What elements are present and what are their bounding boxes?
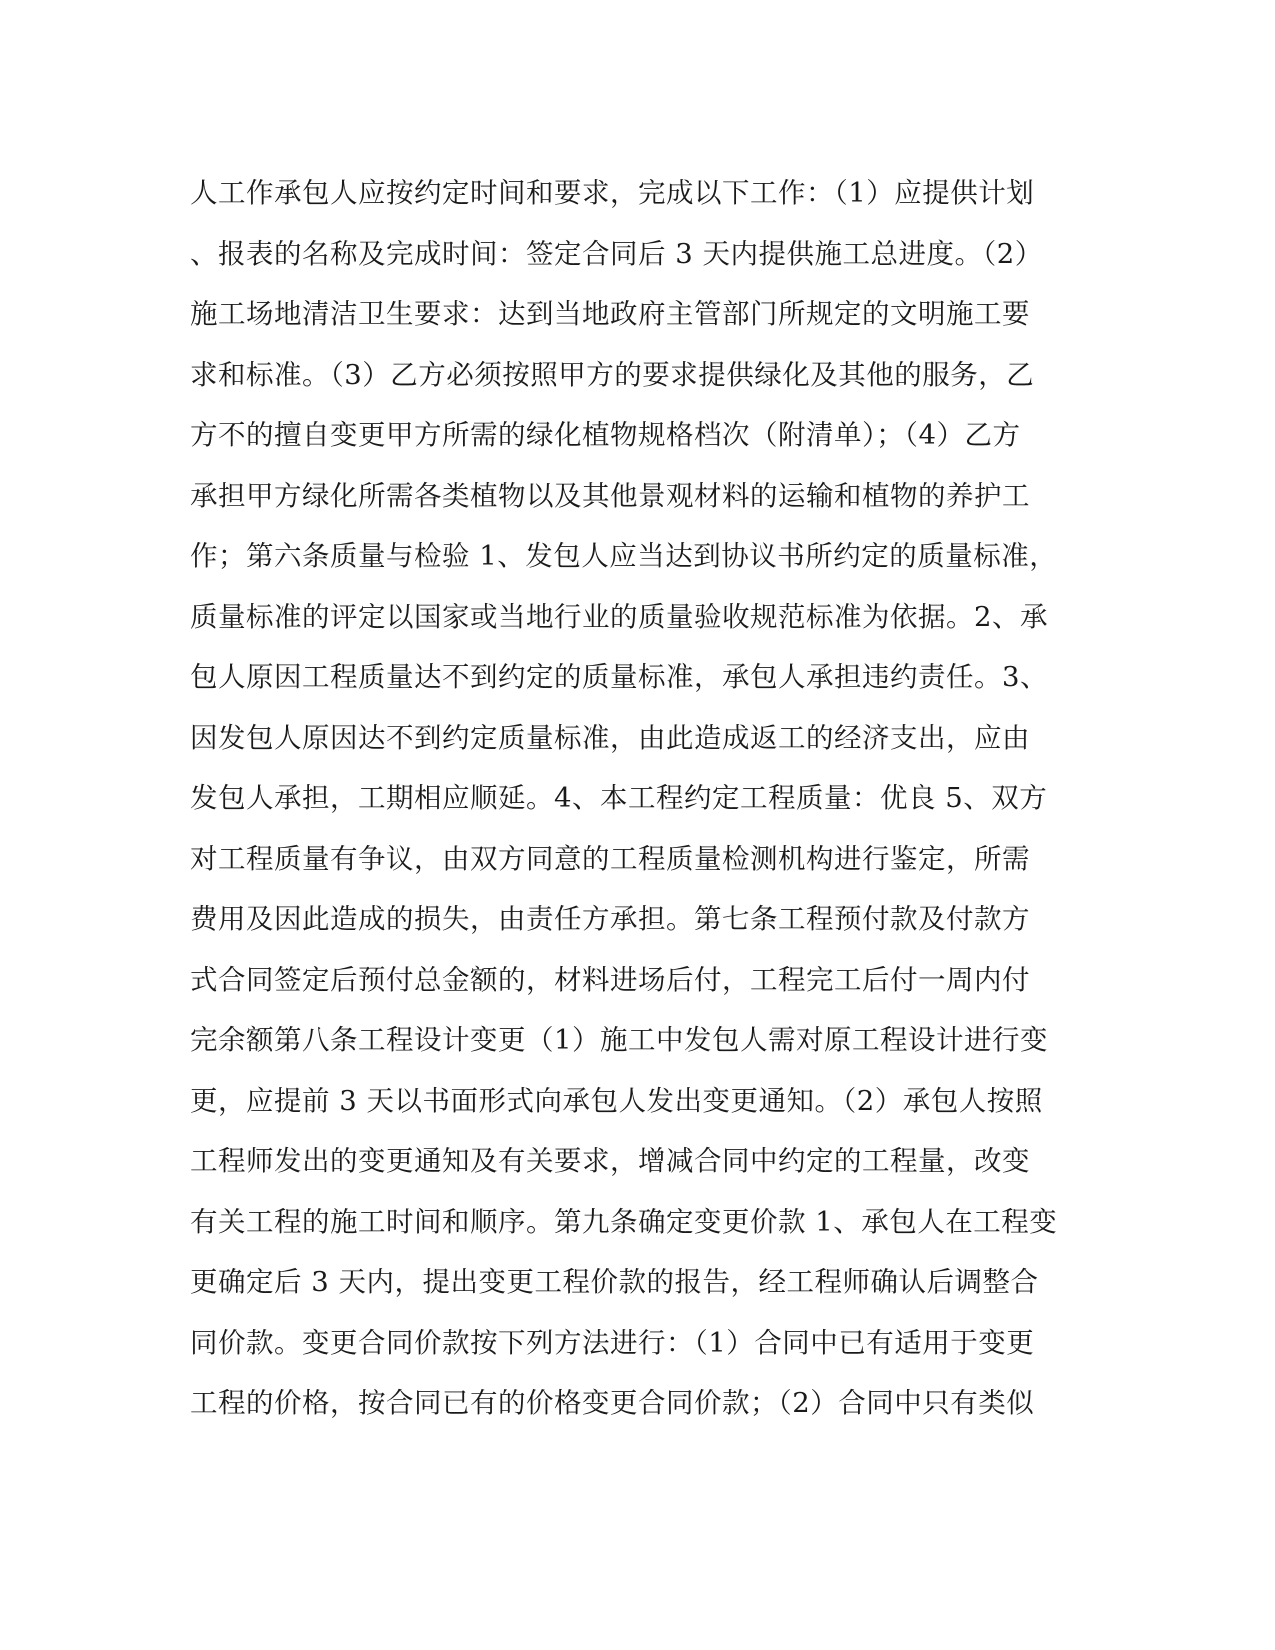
text-line-15: 完余额第八条工程设计变更（1）施工中发包人需对原工程设计进行变 <box>190 1024 1048 1056</box>
text-line-21: 工程的价格，按合同已有的价格变更合同价款；（2）合同中只有类似 <box>190 1387 1035 1419</box>
text-line-19: 更确定后 3 天内，提出变更工程价款的报告，经工程师确认后调整合 <box>190 1266 1039 1298</box>
text-line-4: 求和标准。（3）乙方必须按照甲方的要求提供绿化及其他的服务，乙 <box>190 358 1035 391</box>
text-line-10: 因发包人原因达不到约定质量标准，由此造成返工的经济支出，应由 <box>190 721 1030 754</box>
text-line-20: 同价款。变更合同价款按下列方法进行：（1）合同中已有适用于变更 <box>190 1326 1035 1359</box>
text-line-13: 费用及因此造成的损失，由责任方承担。第七条工程预付款及付款方 <box>190 903 1030 935</box>
text-line-12: 对工程质量有争议，由双方同意的工程质量检测机构进行鉴定，所需 <box>190 842 1030 875</box>
text-line-9: 包人原因工程质量达不到约定的质量标准，承包人承担违约责任。3、 <box>190 661 1048 693</box>
body-text <box>190 163 1090 1434</box>
text-line-17: 工程师发出的变更通知及有关要求，增减合同中约定的工程量，改变 <box>190 1145 1030 1177</box>
text-line-2: 、报表的名称及完成时间：签定合同后 3 天内提供施工总进度。（2） <box>190 237 1043 270</box>
text-line-14: 式合同签定后预付总金额的，材料进场后付，工程完工后付一周内付 <box>190 963 1030 996</box>
text-line-5: 方不的擅自变更甲方所需的绿化植物规格档次（附清单）；（4）乙方 <box>190 419 1021 451</box>
text-line-11: 发包人承担，工期相应顺延。4、本工程约定工程质量：优良 5、双方 <box>190 782 1048 814</box>
text-line-7: 作；第六条质量与检验 1、发包人应当达到协议书所约定的质量标准， <box>190 540 1058 572</box>
text-line-18: 有关工程的施工时间和顺序。第九条确定变更价款 1、承包人在工程变 <box>190 1205 1058 1238</box>
text-line-1: 人工作承包人应按约定时间和要求，完成以下工作：（1）应提供计划 <box>190 177 1035 209</box>
text-line-6: 承担甲方绿化所需各类植物以及其他景观材料的运输和植物的养护工 <box>190 479 1030 512</box>
text-line-3: 施工场地清洁卫生要求：达到当地政府主管部门所规定的文明施工要 <box>190 298 1030 330</box>
text-line-16: 更，应提前 3 天以书面形式向承包人发出变更通知。（2）承包人按照 <box>190 1084 1043 1117</box>
text-line-8: 质量标准的评定以国家或当地行业的质量验收规范标准为依据。2、承 <box>190 600 1048 633</box>
